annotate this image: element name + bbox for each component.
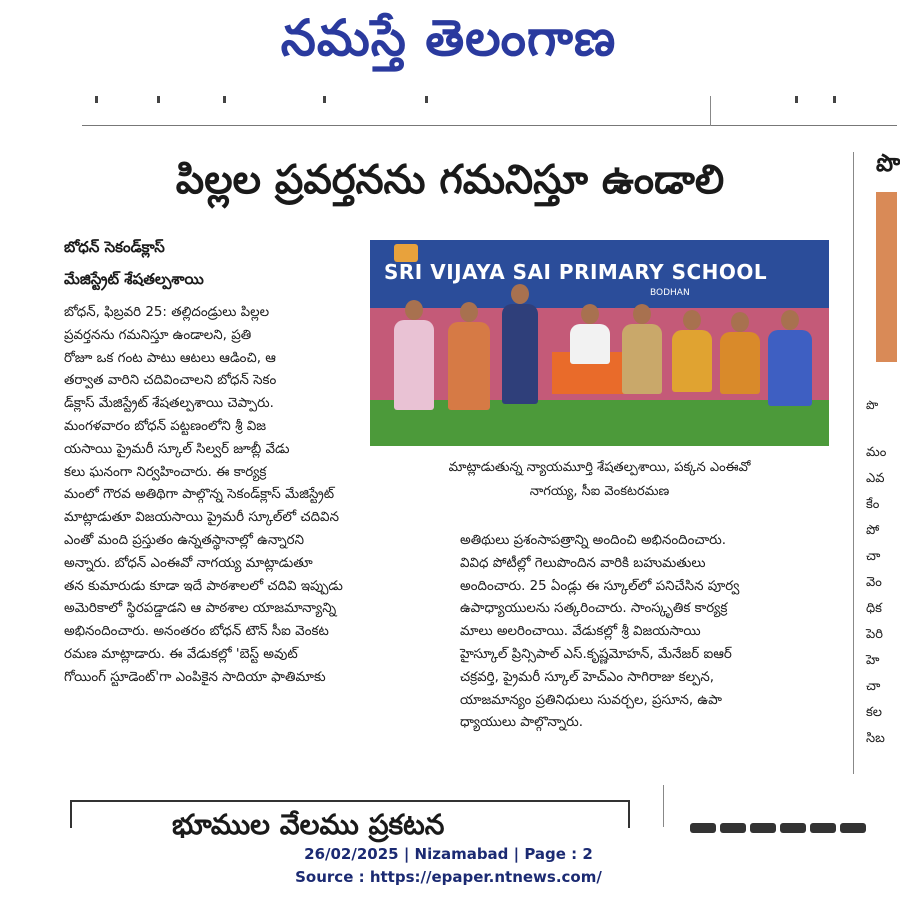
side-line: కేం: [866, 497, 880, 512]
side-photo-caption-fragment: పొ: [866, 398, 879, 412]
column-divider-top: [710, 96, 711, 126]
person-head: [683, 310, 701, 330]
body-line: యాజమాన్యం ప్రతినిధులు సువర్చల, ప్రసూన, ఉపా: [460, 692, 722, 708]
body-line: మాలు అలరించాయి. వేడుకల్లో శ్రీ విజయసాయి: [460, 624, 701, 640]
body-line: అందించారు. 25 ఏండ్లు ఈ స్కూల్‌లో పనిచేసిన పూర్వ: [460, 578, 740, 594]
header-divider: [82, 125, 897, 126]
speaker-figure: [502, 304, 538, 404]
caption-line: మాట్లాడుతున్న న్యాయమూర్తి శేషతల్పశాయి, పక్కన ఎంఈవో: [448, 460, 751, 475]
body-line: రమణ మాట్లాడారు. ఈ వేడుకల్లో 'బెస్ట్ అవుట్: [64, 646, 298, 662]
lower-story-box: [70, 800, 630, 841]
person-head: [781, 310, 799, 330]
byline-line-2: మేజిస్ట్రేట్ శేషతల్పశాయి: [64, 270, 204, 288]
body-line: గోయింగ్ స్టూడెంట్'గా ఎంపికైన సాదియా ఫాతిమాకు: [64, 669, 326, 685]
lower-story-headline: భూముల వేలము ప్రకటన: [172, 808, 445, 841]
body-line: అన్నారు. బోధన్ ఎంఈవో నాగయ్య మాట్లాడుతూ: [64, 555, 313, 571]
side-line: హె: [866, 653, 880, 668]
article-body-right: [460, 530, 830, 735]
side-line: ధిక: [866, 601, 882, 616]
body-line: డ్‌క్లాస్ మేజిస్ట్రేట్ శేషతల్పశాయి చెప్పారు.: [64, 396, 274, 412]
person-figure: [720, 332, 760, 394]
cropped-text-fragments: [95, 96, 855, 104]
person-head: [460, 302, 478, 322]
body-line: వివిధ పోటీల్లో గెలుపొందిన వారికి బహుమతులు: [460, 555, 706, 571]
body-line: ఉపాధ్యాయులను సత్కరించారు. సాంస్కృతిక కార్యక్ర: [460, 601, 728, 617]
masthead-title: నమస్తే తెలంగాణ: [280, 9, 617, 67]
article-headline: పిల్లల ప్రవర్తనను గమనిస్తూ ఉండాలి: [175, 157, 725, 203]
person-head: [731, 312, 749, 332]
article-body-left: [64, 302, 434, 690]
banner-school-name: SRI VIJAYA SAI PRIMARY SCHOOL: [384, 260, 768, 284]
body-line: మంలో గౌరవ అతిథిగా పాల్గొన్న సెకండ్‌క్లాస్ మేజిస్ట్రేట్: [64, 487, 335, 503]
body-line: కలు ఘనంగా నిర్వహించారు. ఈ కార్యక్ర: [64, 464, 267, 480]
body-line: బోధన్, ఫిబ్రవరి 25: తల్లిదండ్రులు పిల్లల: [64, 305, 270, 320]
body-line: హైస్కూల్ ప్రిన్సిపాల్ ఎస్.కృష్ణమోహన్, మేనేజర్ ఐఆర్: [460, 646, 732, 662]
side-line: కల: [866, 705, 883, 720]
article-photo: [370, 240, 829, 446]
side-line: సిబ: [866, 731, 885, 746]
caption-line: నాగయ్య, సీఐ వెంకటరమణ: [529, 484, 670, 499]
body-line: తర్వాత వారిని చదివించాలని బోధన్ సెకం: [64, 373, 277, 389]
side-line: మం: [866, 445, 887, 460]
body-line: ప్రవర్తనను గమనిస్తూ ఉండాలని, ప్రతి: [64, 327, 252, 343]
person-head: [633, 304, 651, 324]
speaker-head: [511, 284, 529, 304]
body-line: తన కుమారుడు కూడా ఇదే పాఠశాలలో చదివి ఇప్పుడు: [64, 578, 343, 594]
body-line: అమెరికాలో స్థిరపడ్డాడని ఆ పాఠశాల యాజమాన్యాన్ని: [64, 601, 337, 617]
person-figure: [448, 322, 490, 410]
person-head: [581, 304, 599, 324]
body-line: రోజూ ఒక గంట పాటు ఆటలు ఆడించి, ఆ: [64, 350, 276, 366]
person-figure: [570, 324, 610, 364]
body-line: మంగళవారం బోధన్ పట్టణంలోని శ్రీ విజ: [64, 418, 267, 434]
column-divider-lower: [663, 785, 664, 827]
photo-caption: [370, 456, 829, 504]
side-line: చా: [866, 679, 881, 694]
footer-source: Source : https://epaper.ntnews.com/: [295, 868, 602, 886]
column-divider-right: [853, 152, 854, 774]
side-photo-fragment: [876, 192, 897, 362]
side-line: ఎవ: [866, 471, 885, 486]
byline-line-1: బోధన్ సెకండ్‌క్లాస్: [64, 238, 165, 256]
banner-location: BODHAN: [650, 288, 690, 298]
stage-carpet: [370, 400, 829, 446]
side-line: పో: [866, 523, 880, 538]
school-banner: [370, 240, 829, 308]
newspaper-masthead: [0, 2, 897, 74]
body-line: అతిథులు ప్రశంసాపత్రాన్ని అందించి అభినందించారు.: [460, 533, 727, 548]
body-line: ఎంతో మంది ప్రస్తుతం ఉన్నతస్థానాల్లో ఉన్నారని: [64, 532, 304, 548]
footer-edition-info: 26/02/2025 | Nizamabad | Page : 2: [304, 845, 593, 863]
body-line: మాట్లాడుతూ విజయసాయి ప్రైమరీ స్కూల్‌లో చదివిన: [64, 510, 339, 526]
body-line: చక్రవర్తి, ప్రైమరీ స్కూల్ హెచ్ఎం సాగిరాజు కల్పన,: [460, 669, 714, 685]
side-line: చా: [866, 549, 881, 564]
police-officer-figure: [622, 324, 662, 394]
side-line: పెరి: [866, 627, 883, 642]
side-headline-fragment: పొ: [876, 149, 900, 177]
side-line: వెం: [866, 575, 882, 590]
body-line: యసాయి ప్రైమరీ స్కూల్ సిల్వర్ జూబ్లీ వేడు: [64, 441, 290, 457]
body-line: అభినందించారు. అనంతరం బోధన్ టౌన్ సీఐ వెంకట: [64, 624, 329, 640]
lower-right-headline-fragment: [690, 818, 897, 828]
person-figure: [672, 330, 712, 392]
side-column-text: [866, 440, 897, 752]
body-line: ధ్యాయులు పాల్గొన్నారు.: [460, 715, 584, 731]
person-figure: [768, 330, 812, 406]
